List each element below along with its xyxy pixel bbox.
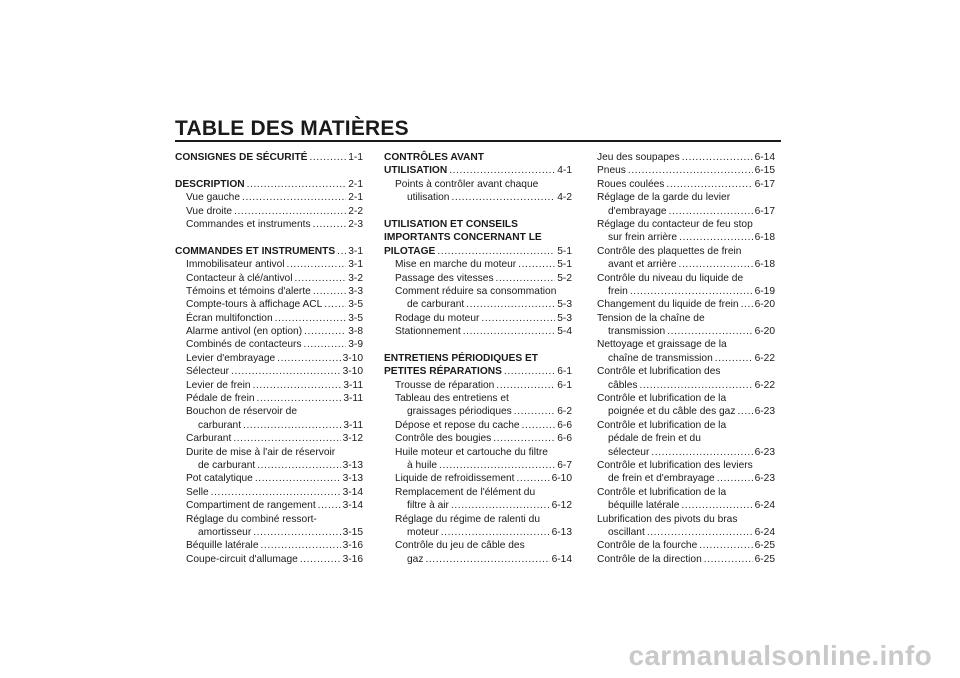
- toc-entry-title: Écran multifonction: [186, 312, 273, 324]
- toc-leader: [481, 312, 555, 325]
- toc-entry-title: sur frein arrière: [608, 232, 678, 244]
- toc-leader: [493, 432, 555, 445]
- toc-entry[interactable]: [175, 553, 363, 566]
- toc-entry-title: Passage des vitesses: [395, 272, 494, 284]
- toc-page-number: 3-16: [342, 540, 363, 552]
- toc-entry-title: Compte-tours à affichage ACL: [186, 299, 323, 311]
- toc-entry-title: PILOTAGE: [384, 245, 436, 257]
- toc-page-number: 6-1: [557, 379, 572, 391]
- toc-entry[interactable]: [175, 379, 363, 392]
- watermark: carmanualsonline.info: [628, 640, 932, 671]
- toc-entry-title-line[interactable]: Points à contrôler avant chaque: [395, 178, 539, 190]
- toc-entry-title: à huile: [407, 459, 438, 471]
- toc-leader: [517, 472, 550, 485]
- toc-entry[interactable]: [384, 258, 572, 271]
- toc-page-number: 6-18: [754, 259, 775, 271]
- spacer: [384, 205, 572, 218]
- toc-entry-title: frein: [608, 285, 628, 297]
- toc-page-number: 4-2: [557, 192, 572, 204]
- toc-entry-title: de carburant: [198, 459, 256, 471]
- toc-page-number: 6-7: [557, 459, 572, 471]
- toc-page-number: 3-16: [342, 553, 363, 565]
- toc-leader: [704, 553, 753, 566]
- toc-entry[interactable]: [384, 164, 572, 177]
- toc-leader: [243, 419, 341, 432]
- toc-entry[interactable]: [597, 472, 775, 485]
- toc-entry[interactable]: [597, 285, 775, 298]
- toc-page-number: 3-14: [342, 500, 363, 512]
- toc-entry[interactable]: [384, 298, 572, 311]
- toc-page-number: 6-20: [754, 299, 775, 311]
- toc-leader: [496, 379, 555, 392]
- toc-entry[interactable]: [384, 191, 572, 204]
- toc-page-number: 3-12: [342, 433, 363, 445]
- page-title: TABLE DES MATIÈRES: [175, 117, 409, 140]
- toc-entry-title: Témoins et témoins d'alerte: [186, 285, 311, 297]
- toc-entry[interactable]: [597, 446, 775, 459]
- toc-page-number: 6-15: [754, 165, 775, 177]
- toc-page-number: 3-2: [348, 272, 363, 284]
- toc-entry-title: UTILISATION: [384, 165, 448, 177]
- toc-entry[interactable]: [384, 272, 572, 285]
- toc-leader: [247, 178, 347, 191]
- toc-entry-title: Jeu des soupapes: [597, 152, 680, 163]
- toc-entry[interactable]: [597, 151, 775, 164]
- toc-entry-title-line[interactable]: Tension de la chaîne de: [597, 312, 705, 324]
- toc-page-number: 6-2: [557, 406, 572, 418]
- toc-leader: [628, 164, 753, 177]
- toc-page-number: 5-3: [557, 299, 572, 311]
- toc-entry[interactable]: [175, 285, 363, 298]
- toc-leader: [449, 164, 555, 177]
- toc-page-number: 6-13: [551, 526, 572, 538]
- toc-entry-title-line[interactable]: ENTRETIENS PÉRIODIQUES ET: [384, 352, 538, 364]
- toc-entry[interactable]: [175, 312, 363, 325]
- toc-leader: [639, 379, 752, 392]
- toc-entry[interactable]: [597, 499, 775, 512]
- toc-leader: [441, 526, 550, 539]
- toc-entry[interactable]: [175, 218, 363, 231]
- toc-entry[interactable]: [384, 526, 572, 539]
- spacer: [175, 164, 363, 177]
- toc-entry-title: de carburant: [407, 299, 465, 311]
- toc-entry[interactable]: [597, 553, 775, 566]
- toc-entry-title-line[interactable]: Contrôle du jeu de câble des: [395, 540, 525, 552]
- toc-page-number: 3-3: [348, 285, 363, 297]
- toc-leader: [451, 499, 550, 512]
- toc-leader: [681, 499, 752, 512]
- toc-page-number: 3-13: [342, 473, 363, 485]
- toc-entry-title-line[interactable]: Nettoyage et graissage de la: [597, 339, 727, 351]
- toc-entry-title: Pneus: [597, 165, 626, 177]
- toc-entry[interactable]: [175, 245, 363, 258]
- toc-entry-title: Dépose et repose du cache: [395, 419, 520, 431]
- toc-leader: [463, 325, 556, 338]
- toc-entry[interactable]: [597, 539, 775, 552]
- toc-entry-title-line[interactable]: Contrôle et lubrification de la: [597, 393, 727, 405]
- toc-entry[interactable]: [384, 459, 572, 472]
- toc-page-number: 5-4: [557, 326, 572, 338]
- toc-entry-title-line[interactable]: Remplacement de l'élément du: [395, 486, 536, 498]
- toc-entry[interactable]: [597, 379, 775, 392]
- toc-entry[interactable]: [597, 178, 775, 191]
- toc-page-number: 6-25: [754, 553, 775, 565]
- toc-entry[interactable]: [597, 258, 775, 271]
- toc-entry[interactable]: [384, 553, 572, 566]
- toc-page-number: 6-6: [557, 433, 572, 445]
- toc-leader: [451, 191, 555, 204]
- toc-entry-title: Compartiment de rangement: [186, 500, 316, 512]
- toc-leader: [630, 285, 753, 298]
- toc-leader: [437, 245, 555, 258]
- toc-entry-title: d'embrayage: [608, 205, 667, 217]
- toc-page-number: 4-1: [557, 165, 572, 177]
- toc-entry[interactable]: [175, 178, 363, 191]
- toc-page-number: 6-24: [754, 526, 775, 538]
- toc-page-number: 3-11: [343, 393, 363, 405]
- toc-leader: [234, 205, 346, 218]
- toc-entry[interactable]: [175, 392, 363, 405]
- toc-leader: [667, 325, 752, 338]
- toc-page-number: 3-10: [342, 366, 363, 378]
- toc-entry-title: sélecteur: [608, 446, 650, 458]
- toc-page-number: 6-19: [754, 285, 775, 297]
- toc-entry[interactable]: [175, 499, 363, 512]
- toc-entry[interactable]: [175, 205, 363, 218]
- toc-leader: [496, 272, 556, 285]
- toc-page-number: 2-2: [348, 205, 363, 217]
- toc-entry[interactable]: [384, 419, 572, 432]
- toc-page-number: 3-8: [348, 326, 363, 338]
- toc-entry-title: oscillant: [608, 526, 645, 538]
- title-rule: [175, 140, 781, 142]
- toc-leader: [211, 486, 341, 499]
- toc-page-number: 5-1: [557, 259, 572, 271]
- toc-entry[interactable]: [597, 526, 775, 539]
- toc-entry-title: DESCRIPTION: [175, 178, 245, 190]
- toc-entry-title-line[interactable]: Réglage du régime de ralenti du: [395, 513, 540, 525]
- toc-entry-title-line[interactable]: Tableau des entretiens et: [395, 393, 509, 405]
- toc-entry-title-line[interactable]: CONTRÔLES AVANT: [384, 152, 484, 163]
- toc-entry-title: Sélecteur: [186, 366, 230, 378]
- toc-entry[interactable]: [597, 352, 775, 365]
- toc-page-number: 6-23: [754, 446, 775, 458]
- toc-entry-title: béquille latérale: [608, 500, 680, 512]
- toc-entry[interactable]: [597, 325, 775, 338]
- toc-leader: [514, 405, 555, 418]
- toc-page-number: 3-1: [348, 245, 363, 257]
- toc-leader: [255, 472, 341, 485]
- toc-leader: [287, 258, 347, 271]
- toc-entry[interactable]: [597, 298, 775, 311]
- toc-entry-title-line[interactable]: Contrôle et lubrification des leviers: [597, 459, 753, 471]
- toc-entry[interactable]: [597, 164, 775, 177]
- toc-entry-title: Contrôle de la direction: [597, 553, 702, 565]
- toc-entry[interactable]: [384, 245, 572, 258]
- toc-entry-title: gaz: [407, 553, 424, 565]
- toc-leader: [425, 553, 549, 566]
- toc-page-number: 3-13: [342, 459, 363, 471]
- toc-page-number: 5-2: [557, 272, 572, 284]
- toc-entry-title-line[interactable]: IMPORTANTS CONCERNANT LE: [384, 232, 542, 244]
- toc-page-number: 6-10: [551, 473, 572, 485]
- toc-entry[interactable]: [175, 191, 363, 204]
- toc-entry-title-line[interactable]: Réglage du contacteur de feu stop: [597, 218, 753, 230]
- toc-entry-title: Alarme antivol (en option): [186, 326, 303, 338]
- spacer: [384, 338, 572, 351]
- toc-entry[interactable]: [175, 486, 363, 499]
- toc-entry-title: transmission: [608, 326, 666, 338]
- toc-entry-title: Stationnement: [395, 326, 461, 338]
- toc-entry[interactable]: [384, 472, 572, 485]
- toc-page-number: 5-3: [557, 312, 572, 324]
- toc-entry-title: CONSIGNES DE SÉCURITÉ: [175, 152, 308, 163]
- toc-entry-title: câbles: [608, 379, 638, 391]
- toc-entry-title-line[interactable]: Huile moteur et cartouche du filtre: [395, 446, 548, 458]
- toc-entry-title: Immobilisateur antivol: [186, 259, 285, 271]
- toc-leader: [253, 379, 342, 392]
- toc-leader: [300, 553, 341, 566]
- toc-entry[interactable]: [384, 365, 572, 378]
- toc-entry-title-line[interactable]: Durite de mise à l'air de réservoir: [186, 446, 336, 458]
- toc-leader: [715, 352, 753, 365]
- toc-entry-title: poignée et du câble des gaz: [608, 406, 736, 418]
- toc-entry-title: moteur: [407, 526, 439, 538]
- toc-entry-title: Rodage du moteur: [395, 312, 480, 324]
- toc-entry[interactable]: [175, 472, 363, 485]
- toc-entry-title: Roues coulées: [597, 178, 665, 190]
- toc-entry-title: utilisation: [407, 192, 450, 204]
- toc-page-number: 2-1: [348, 178, 363, 190]
- toc-page-number: 3-15: [342, 526, 363, 538]
- toc-entry[interactable]: [175, 365, 363, 378]
- toc-leader: [669, 205, 753, 218]
- toc-entry-title-line[interactable]: Contrôle et lubrification de la: [597, 419, 727, 431]
- toc-entry[interactable]: [597, 405, 775, 418]
- toc-page-number: 3-5: [348, 299, 363, 311]
- toc-leader: [257, 459, 340, 472]
- toc-page-number: 2-3: [348, 218, 363, 230]
- toc-leader: [304, 325, 346, 338]
- toc-page-number: 6-18: [754, 232, 775, 244]
- toc-entry-title: carburant: [198, 419, 242, 431]
- toc-entry-title: Contrôle de la fourche: [597, 540, 698, 552]
- toc-page-number: 3-14: [342, 486, 363, 498]
- toc-entry[interactable]: [175, 459, 363, 472]
- toc-entry[interactable]: [175, 419, 363, 432]
- toc-leader: [294, 272, 346, 285]
- toc-entry[interactable]: [384, 379, 572, 392]
- toc-entry-title-line[interactable]: Contrôle des plaquettes de frein: [597, 245, 742, 257]
- toc-page-number: 6-23: [754, 473, 775, 485]
- toc-entry[interactable]: [175, 298, 363, 311]
- toc-entry-title: Changement du liquide de frein: [597, 299, 739, 311]
- toc-leader: [679, 258, 753, 271]
- toc-entry-title: Selle: [186, 486, 209, 498]
- toc-page-number: 6-14: [551, 553, 572, 565]
- toc-leader: [682, 151, 753, 164]
- toc-leader: [253, 526, 340, 539]
- toc-page-number: 6-20: [754, 326, 775, 338]
- toc-entry[interactable]: [175, 325, 363, 338]
- toc-page-number: 6-22: [754, 352, 775, 364]
- toc-page-number: 3-1: [348, 259, 363, 271]
- toc-entry-title: Levier de frein: [186, 379, 251, 391]
- toc-entry[interactable]: [384, 312, 572, 325]
- toc-entry-title: amortisseur: [198, 526, 252, 538]
- toc-leader: [313, 218, 347, 231]
- toc-leader: [318, 499, 341, 512]
- toc-page-number: 5-1: [557, 245, 572, 257]
- toc-entry-title-line[interactable]: Contrôle et lubrification de la: [597, 486, 727, 498]
- toc-entry[interactable]: [384, 405, 572, 418]
- toc-entry[interactable]: [175, 272, 363, 285]
- toc-leader: [518, 258, 555, 271]
- toc-entry-title-line[interactable]: Réglage de la garde du levier: [597, 192, 731, 204]
- toc-entry-title: Pot catalytique: [186, 473, 253, 485]
- toc-entry-title: Commandes et instruments: [186, 218, 311, 230]
- toc-entry-title: PETITES RÉPARATIONS: [384, 366, 502, 378]
- toc-entry-title-line[interactable]: Réglage du combiné ressort-: [186, 513, 317, 525]
- toc-column-3: [597, 151, 775, 566]
- toc-entry-title: chaîne de transmission: [608, 352, 713, 364]
- toc-entry[interactable]: [175, 352, 363, 365]
- toc-leader: [277, 352, 340, 365]
- toc-entry-title: Liquide de refroidissement: [395, 473, 515, 485]
- toc-entry-title-line[interactable]: Lubrification des pivots du bras: [597, 513, 738, 525]
- toc-entry[interactable]: [175, 539, 363, 552]
- toc-page-number: 6-23: [754, 406, 775, 418]
- toc-leader: [737, 405, 752, 418]
- toc-leader: [699, 539, 752, 552]
- toc-leader: [647, 526, 753, 539]
- spacer: [175, 231, 363, 244]
- toc-page-number: 6-1: [557, 366, 572, 378]
- toc-page-number: 3-11: [343, 419, 363, 431]
- toc-leader: [275, 312, 347, 325]
- toc-entry[interactable]: [384, 499, 572, 512]
- toc-page-number: 6-12: [551, 500, 572, 512]
- toc-leader: [324, 298, 346, 311]
- toc-page-number: 3-10: [342, 352, 363, 364]
- toc-entry-title-line[interactable]: pédale de frein et du: [608, 433, 701, 445]
- toc-entry-title: graissages périodiques: [407, 406, 512, 418]
- toc-entry-title-line[interactable]: Contrôle du niveau du liquide de: [597, 272, 744, 284]
- toc-entry[interactable]: [175, 151, 363, 164]
- toc-page-number: 2-1: [348, 192, 363, 204]
- toc-entry-title: Carburant: [186, 433, 232, 445]
- toc-leader: [233, 432, 340, 445]
- toc-leader: [439, 459, 555, 472]
- toc-entry[interactable]: [175, 258, 363, 271]
- toc-leader: [666, 178, 752, 191]
- toc-page-number: 6-17: [754, 205, 775, 217]
- toc-entry-title: avant et arrière: [608, 259, 677, 271]
- toc-entry[interactable]: [597, 205, 775, 218]
- toc-entry-title: de frein et d'embrayage: [608, 473, 715, 485]
- toc-entry-title: Béquille latérale: [186, 540, 259, 552]
- toc-entry-title: Vue gauche: [186, 192, 241, 204]
- toc-leader: [741, 298, 753, 311]
- toc-page-number: 6-6: [557, 419, 572, 431]
- toc-page-number: 3-9: [348, 339, 363, 351]
- toc-leader: [679, 231, 753, 244]
- toc-entry-title: Mise en marche du moteur: [395, 259, 517, 271]
- toc-entry-title: Trousse de réparation: [395, 379, 495, 391]
- toc-leader: [309, 151, 346, 164]
- toc-leader: [522, 419, 556, 432]
- toc-leader: [231, 365, 341, 378]
- toc-column-1: [175, 151, 363, 566]
- toc-entry-title: Contrôle des bougies: [395, 433, 492, 445]
- toc-entry-title: filtre à air: [407, 500, 449, 512]
- toc-page-number: 3-11: [343, 379, 363, 391]
- toc-entry[interactable]: [175, 432, 363, 445]
- toc-leader: [313, 285, 346, 298]
- toc-leader: [504, 365, 555, 378]
- toc-entry-title: Vue droite: [186, 205, 233, 217]
- toc-leader: [337, 245, 346, 258]
- toc-entry-title: Levier d'embrayage: [186, 352, 276, 364]
- toc-leader: [651, 446, 752, 459]
- toc-entry-title-line[interactable]: Comment réduire sa consommation: [395, 285, 557, 297]
- toc-column-2: [384, 151, 572, 566]
- toc-page-number: 6-17: [754, 178, 775, 190]
- toc-page-number: 6-25: [754, 540, 775, 552]
- toc-page-number: 3-5: [348, 312, 363, 324]
- toc-entry[interactable]: [175, 338, 363, 351]
- toc-entry[interactable]: [384, 325, 572, 338]
- toc-page-number: 6-24: [754, 500, 775, 512]
- toc-leader: [717, 472, 753, 485]
- toc-leader: [242, 191, 346, 204]
- toc-entry-title: Combinés de contacteurs: [186, 339, 302, 351]
- toc-leader: [304, 338, 347, 351]
- toc-entry[interactable]: [597, 231, 775, 244]
- toc-leader: [261, 539, 341, 552]
- toc-leader: [257, 392, 342, 405]
- toc-entry-title: Pédale de frein: [186, 393, 255, 405]
- toc-entry-title-line[interactable]: UTILISATION ET CONSEILS: [384, 218, 518, 230]
- toc-entry-title: Coupe-circuit d'allumage: [186, 553, 298, 565]
- toc-leader: [466, 298, 555, 311]
- toc-entry[interactable]: [175, 526, 363, 539]
- toc-page-number: 1-1: [348, 152, 363, 163]
- toc-entry-title-line[interactable]: Contrôle et lubrification des: [597, 366, 721, 378]
- toc-entry-title: Contacteur à clé/antivol: [186, 272, 293, 284]
- toc-page-number: 6-14: [754, 152, 775, 163]
- toc-page-number: 6-22: [754, 379, 775, 391]
- toc-entry-title-line[interactable]: Bouchon de réservoir de: [186, 406, 297, 418]
- toc-entry-title: COMMANDES ET INSTRUMENTS: [175, 245, 336, 257]
- toc-entry[interactable]: [384, 432, 572, 445]
